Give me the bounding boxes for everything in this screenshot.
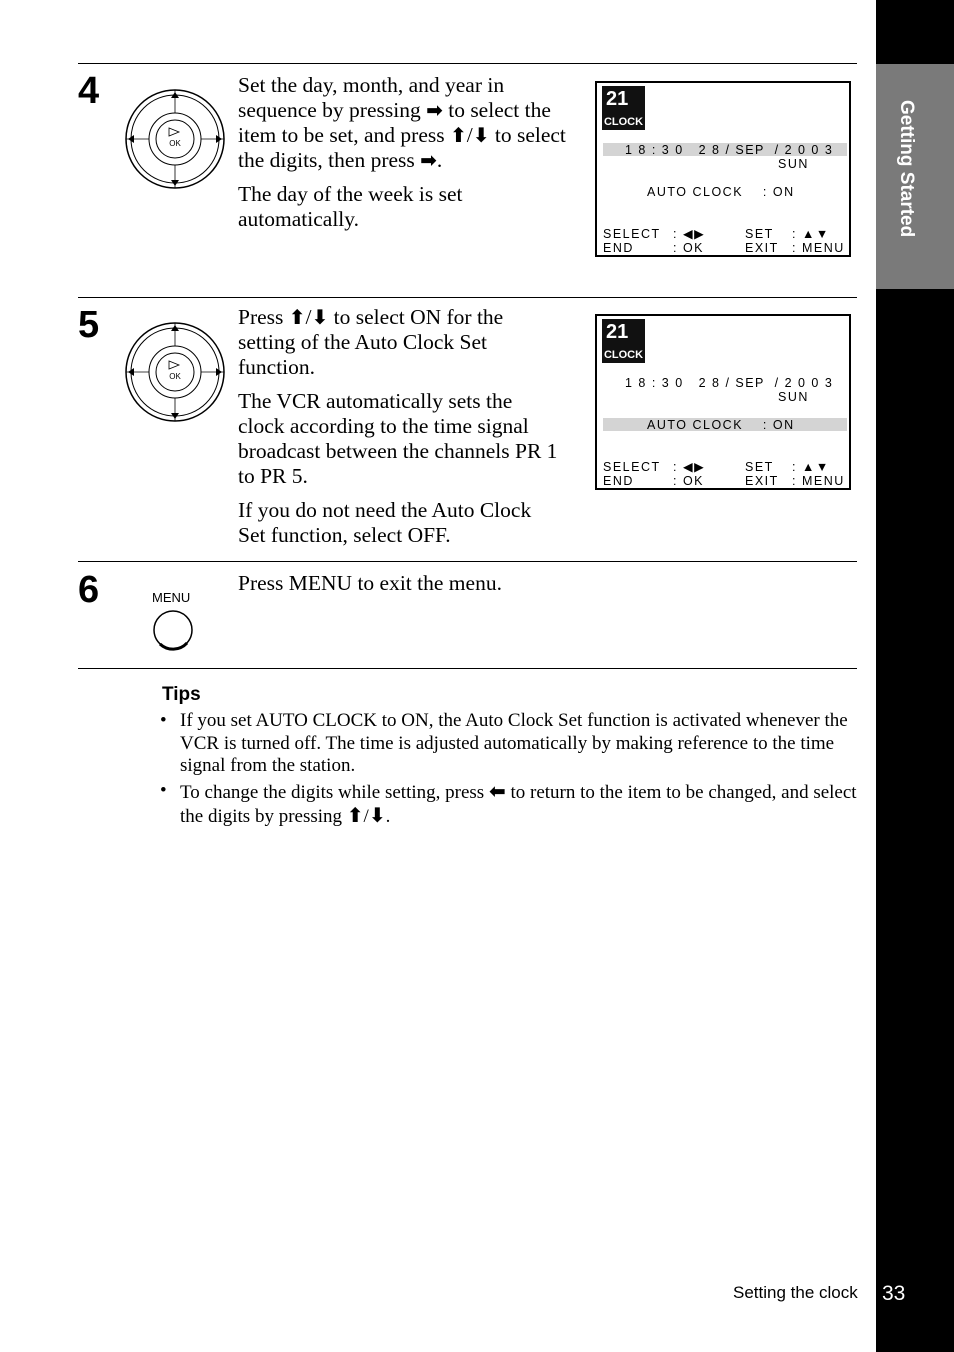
section-tab-label: Getting Started (896, 100, 917, 238)
osd-end-label: END (603, 241, 634, 255)
osd-select-label: SELECT (603, 227, 661, 241)
tips-list (160, 710, 860, 831)
osd-auto-clock: AUTO CLOCK : ON (647, 418, 795, 432)
left-right-icon: ◀▶ (682, 227, 706, 241)
arrow-left-icon: ⬅ (488, 778, 506, 803)
bullet: • (160, 779, 167, 801)
ok-label: OK (169, 139, 181, 148)
menu-button-label: MENU (152, 590, 191, 605)
step-6-text: Press MENU to exit the menu. (238, 571, 502, 595)
osd-exit-value: : MENU (792, 241, 845, 255)
osd-auto-clock: AUTO CLOCK : ON (647, 185, 795, 199)
osd-select-label: SELECT (603, 460, 661, 474)
step-5-text: Press ⬆/⬇ to select ON for the setting of the Auto Clock Set function. The VCR automatically sets the clock according to the time signal broadcast between the channels PR 1 to PR 5. If you do not need the Auto Clock Set function, select OFF. (238, 305, 558, 547)
arrow-up-icon: ⬆ (346, 803, 364, 827)
tips-title: Tips (162, 684, 201, 705)
divider (78, 63, 857, 64)
clock-logo: 21 CLOCK (603, 88, 644, 128)
osd-set-label: SET (745, 460, 774, 474)
osd-weekday: SUN (778, 157, 809, 171)
osd-set-label: SET (745, 227, 774, 241)
osd-exit-value: : MENU (792, 474, 845, 488)
osd-weekday: SUN (778, 390, 809, 404)
step-4-text: Set the day, month, and year in sequence by pressing ➡ to select the item to be set, and press ⬆/⬇ to select the digits, then press ➡. The day of the week is set automatically. (238, 73, 566, 231)
osd-exit-label: EXIT (745, 241, 779, 255)
osd-datetime: 1 8 : 3 0 2 8 / SEP / 2 0 0 3 (625, 143, 834, 157)
step-number: 5 (78, 304, 100, 346)
divider (78, 561, 857, 562)
up-down-icon: ▲▼ (801, 227, 830, 241)
footer-section-label: Setting the clock (733, 1283, 858, 1302)
arrow-up-icon: ⬆ (449, 123, 467, 147)
clock-logo: 21 CLOCK (603, 321, 644, 361)
osd-end-value: : OK (673, 241, 705, 255)
osd-datetime: 1 8 : 3 0 2 8 / SEP / 2 0 0 3 (625, 376, 834, 390)
osd-set-value: : (792, 227, 797, 241)
menu-button-icon (152, 609, 196, 653)
arrow-up-icon: ⬆ (288, 305, 306, 329)
remote-joystick-icon (124, 321, 226, 423)
osd-end-value: : OK (673, 474, 705, 488)
arrow-down-icon: ⬇ (368, 803, 386, 827)
arrow-down-icon: ⬇ (472, 123, 490, 147)
arrow-right-icon: ➡ (426, 98, 443, 122)
clock-osd-screen (595, 314, 851, 490)
bullet: • (160, 710, 167, 731)
page-number: 33 (882, 1282, 906, 1305)
osd-exit-label: EXIT (745, 474, 779, 488)
divider (78, 668, 857, 669)
tip-item: • To change the digits while setting, press ⬅ to return to the item to be changed, and select the digits by pressing ⬆/⬇. (160, 778, 857, 827)
left-right-icon: ◀▶ (682, 460, 706, 474)
step-number: 6 (78, 569, 100, 611)
ok-label: OK (169, 372, 181, 381)
up-down-icon: ▲▼ (801, 460, 830, 474)
remote-joystick-icon (124, 88, 226, 190)
arrow-right-icon: ➡ (420, 148, 437, 172)
tip-item: • If you set AUTO CLOCK to ON, the Auto Clock Set function is activated whenever the VCR is turned off. The time is adjusted automatically by making reference to the time signal from the station. (160, 710, 848, 776)
osd-select-value: : (673, 460, 678, 474)
osd-select-value: : (673, 227, 678, 241)
clock-osd-screen (595, 81, 851, 257)
arrow-down-icon: ⬇ (311, 305, 329, 329)
osd-set-value: : (792, 460, 797, 474)
divider (78, 297, 857, 298)
osd-end-label: END (603, 474, 634, 488)
step-number: 4 (78, 70, 100, 112)
